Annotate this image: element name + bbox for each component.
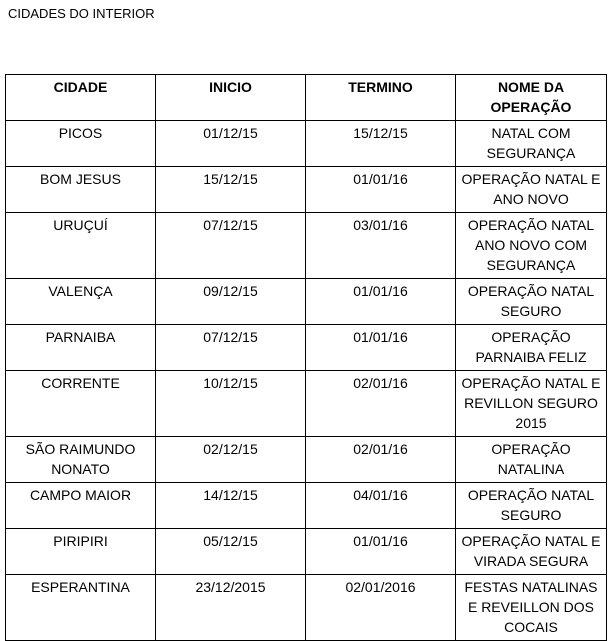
cell-cidade: ESPERANTINA xyxy=(6,575,156,641)
cell-cidade: CORRENTE xyxy=(6,371,156,437)
table-row xyxy=(6,213,607,279)
cell-nome-operacao: OPERAÇÃO PARNAIBA FELIZ xyxy=(456,325,607,371)
header-nome-da-operacao: NOME DA OPERAÇÃO xyxy=(456,75,607,121)
cell-inicio: 10/12/15 xyxy=(156,371,306,437)
cell-inicio: 14/12/15 xyxy=(156,483,306,529)
cell-nome-operacao: OPERAÇÃO NATALINA xyxy=(456,437,607,483)
cell-termino: 04/01/16 xyxy=(306,483,456,529)
cell-cidade: PARNAIBA xyxy=(6,325,156,371)
cell-termino: 15/12/15 xyxy=(306,121,456,167)
table-row xyxy=(6,575,607,641)
cell-inicio: 01/12/15 xyxy=(156,121,306,167)
cell-cidade: PIRIPIRI xyxy=(6,529,156,575)
cell-cidade: URUÇUÍ xyxy=(6,213,156,279)
table-row xyxy=(6,121,607,167)
header-inicio: INICIO xyxy=(156,75,306,121)
cell-termino: 03/01/16 xyxy=(306,213,456,279)
cell-termino: 01/01/16 xyxy=(306,279,456,325)
cell-termino: 01/01/16 xyxy=(306,167,456,213)
cell-nome-operacao: OPERAÇÃO NATAL E REVILLON SEGURO 2015 xyxy=(456,371,607,437)
cell-termino: 01/01/16 xyxy=(306,529,456,575)
header-termino: TERMINO xyxy=(306,75,456,121)
table-row xyxy=(6,325,607,371)
cell-nome-operacao: NATAL COM SEGURANÇA xyxy=(456,121,607,167)
cell-inicio: 02/12/15 xyxy=(156,437,306,483)
table-row xyxy=(6,371,607,437)
table-row xyxy=(6,167,607,213)
cell-inicio: 15/12/15 xyxy=(156,167,306,213)
cell-nome-operacao: OPERAÇÃO NATAL ANO NOVO COM SEGURANÇA xyxy=(456,213,607,279)
cell-nome-operacao: OPERAÇÃO NATAL E ANO NOVO xyxy=(456,167,607,213)
cell-cidade: VALENÇA xyxy=(6,279,156,325)
operations-table xyxy=(5,74,607,641)
cell-cidade: SÃO RAIMUNDO NONATO xyxy=(6,437,156,483)
header-cidade: CIDADE xyxy=(6,75,156,121)
cell-termino: 02/01/2016 xyxy=(306,575,456,641)
cell-cidade: BOM JESUS xyxy=(6,167,156,213)
page-title: CIDADES DO INTERIOR xyxy=(8,6,155,21)
cell-inicio: 05/12/15 xyxy=(156,529,306,575)
cell-cidade: CAMPO MAIOR xyxy=(6,483,156,529)
cell-inicio: 23/12/2015 xyxy=(156,575,306,641)
cell-termino: 02/01/16 xyxy=(306,371,456,437)
cell-inicio: 07/12/15 xyxy=(156,213,306,279)
table-row xyxy=(6,529,607,575)
cell-cidade: PICOS xyxy=(6,121,156,167)
cell-nome-operacao: OPERAÇÃO NATAL E VIRADA SEGURA xyxy=(456,529,607,575)
cell-inicio: 07/12/15 xyxy=(156,325,306,371)
table-row xyxy=(6,483,607,529)
table-row xyxy=(6,279,607,325)
cell-nome-operacao: OPERAÇÃO NATAL SEGURO xyxy=(456,279,607,325)
cell-termino: 02/01/16 xyxy=(306,437,456,483)
cell-inicio: 09/12/15 xyxy=(156,279,306,325)
table-row xyxy=(6,437,607,483)
table-header-row xyxy=(6,75,607,121)
cell-nome-operacao: FESTAS NATALINAS E REVEILLON DOS COCAIS xyxy=(456,575,607,641)
cell-termino: 01/01/16 xyxy=(306,325,456,371)
cell-nome-operacao: OPERAÇÃO NATAL SEGURO xyxy=(456,483,607,529)
